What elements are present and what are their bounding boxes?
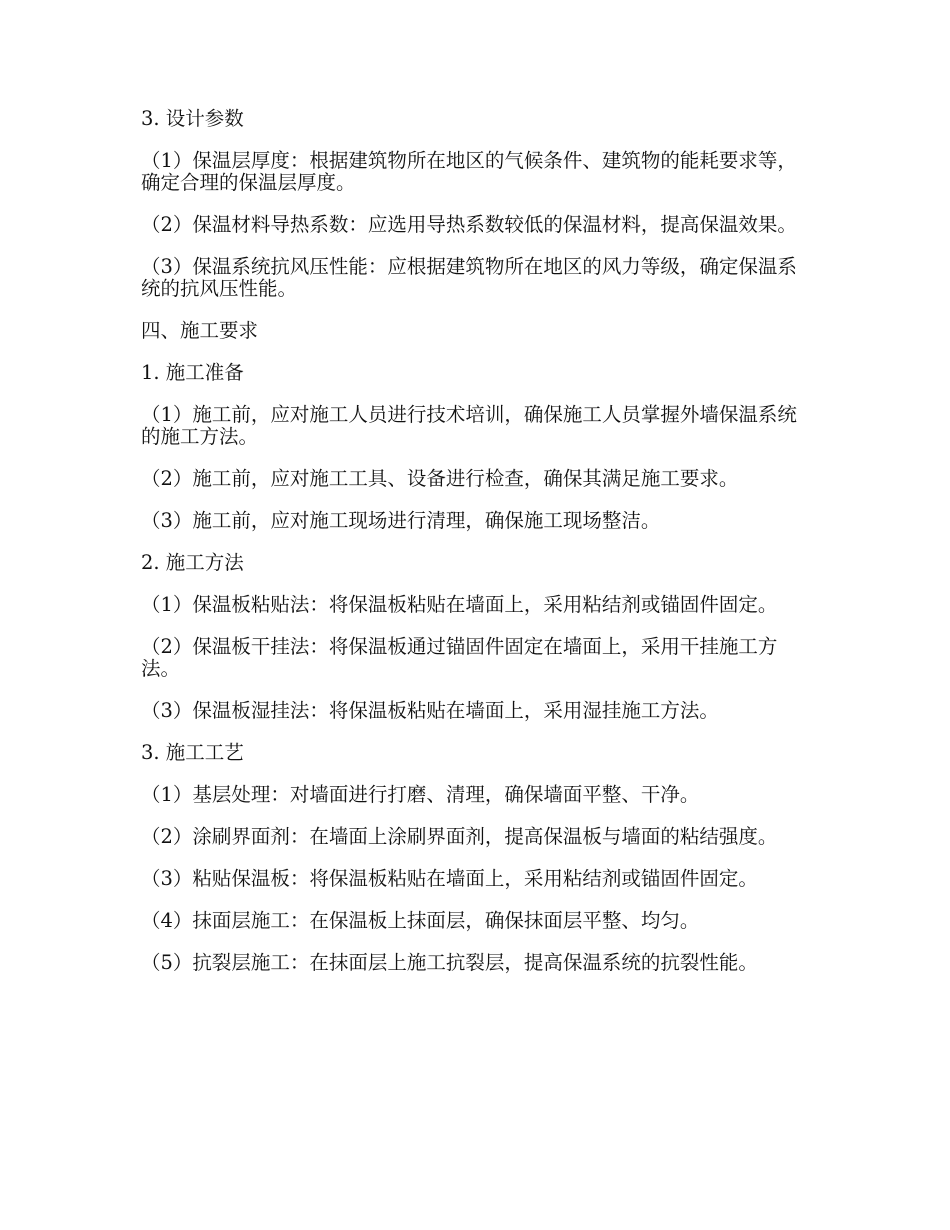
subsection-heading-methods: 2. 施工方法 <box>141 551 244 574</box>
paragraph: （2）保温材料导热系数：应选用导热系数较低的保温材料，提高保温效果。 <box>141 213 797 236</box>
paragraph: （2）施工前，应对施工工具、设备进行检查，确保其满足施工要求。 <box>141 467 739 490</box>
paragraph: （5）抗裂层施工：在抹面层上施工抗裂层，提高保温系统的抗裂性能。 <box>141 951 758 974</box>
paragraph: （1）施工前，应对施工人员进行技术培训，确保施工人员掌握外墙保温系统的施工方法。 <box>141 403 797 448</box>
paragraph: （3）保温板湿挂法：将保温板粘贴在墙面上，采用湿挂施工方法。 <box>141 699 719 722</box>
subsection-heading-preparation: 1. 施工准备 <box>141 361 244 384</box>
subsection-heading-process: 3. 施工工艺 <box>141 741 244 764</box>
paragraph: （2）保温板干挂法：将保温板通过锚固件固定在墙面上，采用干挂施工方法。 <box>141 635 778 680</box>
document-body <box>141 108 809 994</box>
section-heading-construction-requirements: 四、施工要求 <box>141 319 259 342</box>
paragraph: （4）抹面层施工：在保温板上抹面层，确保抹面层平整、均匀。 <box>141 909 700 932</box>
paragraph: （1）保温板粘贴法：将保温板粘贴在墙面上，采用粘结剂或锚固件固定。 <box>141 593 778 616</box>
paragraph: （3）保温系统抗风压性能：应根据建筑物所在地区的风力等级，确定保温系统的抗风压性能。 <box>141 255 797 300</box>
paragraph: （1）基层处理：对墙面进行打磨、清理，确保墙面平整、干净。 <box>141 783 700 806</box>
paragraph: （1）保温层厚度：根据建筑物所在地区的气候条件、建筑物的能耗要求等，确定合理的保温层厚度。 <box>141 149 797 194</box>
section-heading-design-parameters: 3. 设计参数 <box>141 107 244 130</box>
paragraph: （3）粘贴保温板：将保温板粘贴在墙面上，采用粘结剂或锚固件固定。 <box>141 867 758 890</box>
paragraph: （3）施工前，应对施工现场进行清理，确保施工现场整洁。 <box>141 509 661 532</box>
paragraph: （2）涂刷界面剂：在墙面上涂刷界面剂，提高保温板与墙面的粘结强度。 <box>141 825 778 848</box>
